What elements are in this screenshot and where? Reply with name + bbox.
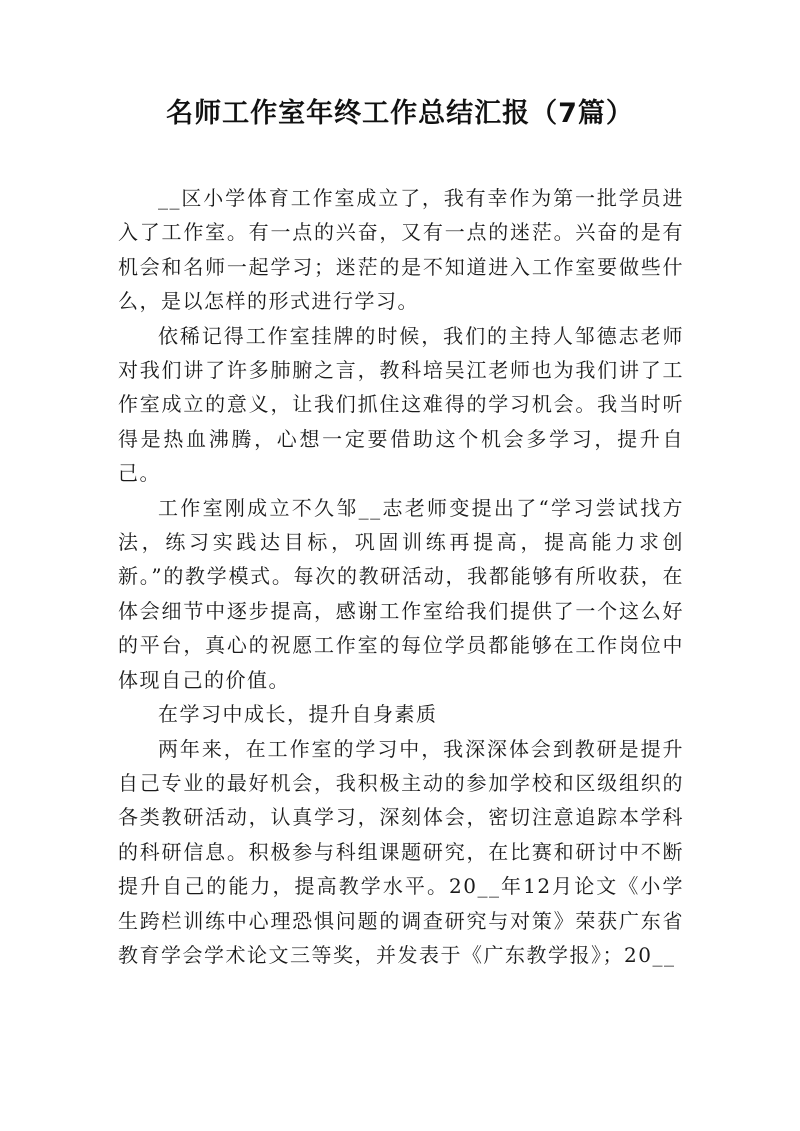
section-heading: 在学习中成长，提升自身素质 xyxy=(158,702,438,727)
paragraph-4: 两年来，在工作室的学习中，我深深体会到教研是提升自己专业的最好机会，我积极主动的参加学校和区级组织的各类教研活动，认真学习，深刻体会，密切注意追踪本学科的科研信息。积极参与科组课题研究，在比赛和研讨中不断提升自己的能力，提高教学水平。20__年12月论文《小学生跨栏训练中心理恐惧问题的调查研究与对策》荣获广东省教育学会学术论文三等奖，并发表于《广东教学报》；20__ xyxy=(118,736,684,967)
document-title: 名师工作室年终工作总结汇报（7篇） xyxy=(166,98,634,129)
paragraph-1: __区小学体育工作室成立了，我有幸作为第一批学员进入了工作室。有一点的兴奋，又有一点的迷茫。兴奋的是有机会和名师一起学习；迷茫的是不知道进入工作室要做些什么，是以怎样的形式进行学习。 xyxy=(118,186,684,314)
document-body xyxy=(118,181,684,972)
paragraph-3: 工作室刚成立不久邹__志老师变提出了“学习尝试找方法，练习实践达目标，巩固训练再提高，提高能力求创新。”的教学模式。每次的教研活动，我都能够有所收获，在体会细节中逐步提高，感谢工作室给我们提供了一个这么好的平台，真心的祝愿工作室的每位学员都能够在工作岗位中体现自己的价值。 xyxy=(118,495,684,692)
paragraph-2: 依稀记得工作室挂牌的时候，我们的主持人邹德志老师对我们讲了许多肺腑之言，教科培吴江老师也为我们讲了工作室成立的意义，让我们抓住这难得的学习机会。我当时听得是热血沸腾，心想一定要借助这个机会多学习，提升自己。 xyxy=(118,323,684,486)
